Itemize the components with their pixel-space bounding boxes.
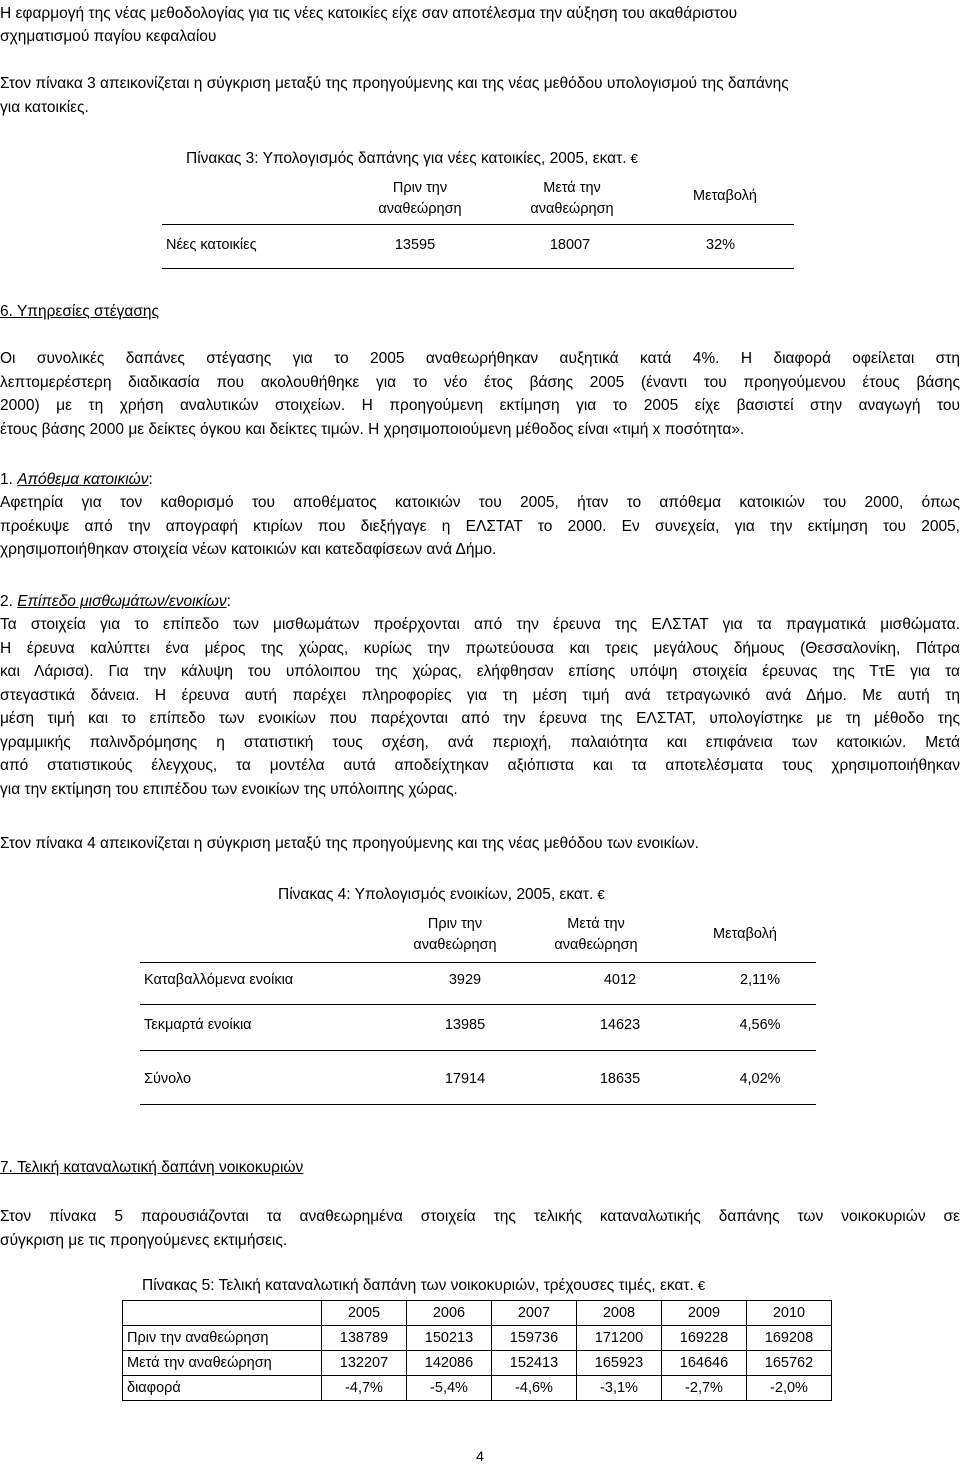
text-line: Αφετηρία για τον καθορισμό του αποθέματος κατοικιών του 2005, ήταν το απόθεμα κατοικιών του 2000, όπως [0, 494, 960, 511]
table5-year: 2010 [747, 1301, 832, 1326]
item2-colon: : [226, 593, 231, 610]
table5-cell: 164646 [662, 1351, 747, 1376]
table5-cell: 152413 [492, 1351, 577, 1376]
table4-cell: 4,56% [739, 1017, 781, 1033]
table4-caption-text: Πίνακας 4: Υπολογισμός ενοικίων, 2005, εκατ. [278, 886, 594, 903]
table3-rule-top [162, 224, 794, 225]
table5-cell: 142086 [407, 1351, 492, 1376]
intro-line-3: Στον πίνακα 3 απεικονίζεται η σύγκριση μεταξύ της προηγούμενης και της νέας μεθόδου υπολογισμού της δαπάνης [0, 75, 789, 92]
table5-caption [142, 1277, 705, 1295]
euro-sign: € [697, 1278, 706, 1293]
table4-caption [278, 886, 605, 904]
item1-heading [0, 468, 960, 491]
euro-sign: € [630, 151, 638, 166]
text-line: και Λάρισα). Για την κάλυψη του υπόλοιπου της χώρας, ελήφθησαν επίσης υπόψη στοιχεία έρευνας της ΤτΕ για τα [0, 663, 960, 680]
table5-year: 2008 [577, 1301, 662, 1326]
table5-row [123, 1326, 832, 1351]
section7-heading: 7. Τελική καταναλωτική δαπάνη νοικοκυριών [0, 1159, 304, 1176]
table3-caption-text: Πίνακας 3: Υπολογισμός δαπάνης για νέες κατοικίες, 2005, εκατ. [186, 150, 627, 167]
section6-paragraph-3 [0, 613, 960, 801]
table5-cell: -4,6% [492, 1376, 577, 1401]
table4-rule-header [140, 962, 816, 963]
table5-row-label: Πριν την αναθεώρηση [123, 1326, 322, 1351]
table5-cell: -2,7% [662, 1376, 747, 1401]
table5-cell: 165923 [577, 1351, 662, 1376]
table4-col-after [536, 914, 656, 956]
text-line: για την εκτίμηση του επιπέδου των ενοικίων της υπόλοιπης χώρας. [0, 780, 458, 798]
table4-cell: 4012 [603, 972, 637, 988]
table5-year: 2006 [407, 1301, 492, 1326]
table5-cell: 165762 [747, 1351, 832, 1376]
table4-cell: 13985 [444, 1017, 486, 1033]
table3-rule-bottom [162, 268, 794, 269]
table4-cell: 14623 [599, 1017, 641, 1033]
table5-cell: -2,0% [747, 1376, 832, 1401]
table4-rule-bottom [140, 1104, 816, 1105]
table5-row-label: Μετά την αναθεώρηση [123, 1351, 322, 1376]
table4-cell: 17914 [444, 1071, 486, 1087]
table4-col-before-line2: αναθεώρηση [413, 937, 497, 953]
text-line: γραμμικής παλινδρόμησης η στατιστική τους σχέση, ανά περιοχή, παλαιότητα και επιφάνεια των κατοικιών. Μετά [0, 733, 960, 751]
table3-col-change: Μεταβολή [693, 188, 757, 204]
table5-cell: 132207 [322, 1351, 407, 1376]
text-line: μέση τιμή και το επίπεδο των ενοικίων που παρέχονται από την έρευνα της ΕΛΣΤΑΤ, υπολογίστηκε με τη μέθοδο της [0, 710, 960, 727]
table4-col-after-line1: Μετά την [567, 916, 625, 932]
item2-title: Επίπεδο μισθωμάτων/ενοικίων [17, 593, 227, 610]
item2-number: 2. [0, 593, 18, 610]
item1-colon: : [148, 471, 153, 488]
table5-header-row [123, 1301, 832, 1326]
text-line: χρησιμοποιήθηκαν στοιχεία νέων κατοικιών και κατεδαφίσεων ανά Δήμο. [0, 541, 497, 558]
table4-row-label: Τεκμαρτά ενοίκια [144, 1017, 252, 1033]
table5-cell: -5,4% [407, 1376, 492, 1401]
table4-rule [140, 1050, 816, 1051]
intro-line-2: σχηματισμού παγίου κεφαλαίου [0, 28, 217, 45]
table5-year: 2005 [322, 1301, 407, 1326]
intro-line-4: για κατοικίες. [0, 99, 89, 116]
table5-cell: 169208 [747, 1326, 832, 1351]
text-line: Η έρευνα καλύπτει ένα μέρος της χώρας, κυρίως την πρωτεύουσα και τρεις μεγάλους δήμους (Θεσσαλονίκη, Πάτρα [0, 639, 960, 657]
section7-paragraph-1 [0, 1205, 960, 1252]
table3-col-after-line1: Μετά την [543, 180, 601, 196]
section6-paragraph-1 [0, 347, 960, 441]
table4-rule [140, 1004, 816, 1005]
text-line: λεπτομερέστερη διαδικασία που ακολουθήθηκε για το νέο έτος βάσης 2005 (έναντι του προηγούμενου έτους βάσης [0, 373, 960, 391]
text-line: από στατιστικούς έλεγχους, τα μοντέλα αυτά αποδείχτηκαν αξιόπιστα και τα αποτελέσματα τους χρησιμοποιήθηκαν [0, 757, 960, 774]
table3-after-value: 18007 [549, 237, 591, 253]
table5-cell: -4,7% [322, 1376, 407, 1401]
table3-col-before [360, 178, 480, 220]
text-line: 2000) με τη χρήση αναλυτικών στοιχείων. Η προηγούμενη εκτίμηση για το 2005 είχε βασιστεί στην αναγωγή του [0, 397, 960, 414]
table5-cell: 171200 [577, 1326, 662, 1351]
table5 [122, 1300, 832, 1401]
table3-before-value: 13595 [394, 237, 436, 253]
table5-cell: 138789 [322, 1326, 407, 1351]
table3-caption [186, 150, 638, 168]
table5-row-label: διαφορά [123, 1376, 322, 1401]
table3-row-label: Νέες κατοικίες [166, 237, 257, 253]
section6-paragraph-4: Στον πίνακα 4 απεικονίζεται η σύγκριση μεταξύ της προηγούμενης και της νέας μεθόδου των ενοικίων. [0, 835, 699, 852]
table4-row-label: Καταβαλλόμενα ενοίκια [144, 972, 294, 988]
table5-cell: -3,1% [577, 1376, 662, 1401]
table4-col-change: Μεταβολή [713, 926, 777, 942]
table3-change-value: 32% [706, 237, 736, 253]
table5-caption-text: Πίνακας 5: Τελική καταναλωτική δαπάνη των νοικοκυριών, τρέχουσες τιμές, εκατ. [142, 1277, 694, 1294]
table5-cell: 150213 [407, 1326, 492, 1351]
section6-paragraph-2 [0, 491, 960, 562]
section6-heading: 6. Υπηρεσίες στέγασης [0, 303, 159, 320]
text-line: έτους βάσης 2000 με δείκτες όγκου και δείκτες τιμών. Η χρησιμοποιούμενη μέθοδος είναι «τιμή x ποσότητα». [0, 420, 745, 438]
table4-col-before [395, 914, 515, 956]
table5-cell: 169228 [662, 1326, 747, 1351]
text-line: Τα στοιχεία για το επίπεδο των μισθωμάτων προέρχονται από την έρευνα της ΕΛΣΤΑΤ για τα πραγματικά μισθώματα. [0, 616, 960, 633]
table4-row-label: Σύνολο [144, 1071, 192, 1087]
table4-cell: 3929 [448, 972, 482, 988]
text-line: σύγκριση με τις προηγούμενες εκτιμήσεις. [0, 1231, 288, 1249]
table5-row [123, 1351, 832, 1376]
table4-cell: 4,02% [739, 1071, 781, 1087]
page-number: 4 [476, 1448, 484, 1464]
table3-col-after-line2: αναθεώρηση [530, 201, 614, 217]
table4-cell: 18635 [599, 1071, 641, 1087]
item1-number: 1. [0, 471, 18, 488]
table5-row [123, 1376, 832, 1401]
item2-heading [0, 590, 960, 613]
table3-col-before-line2: αναθεώρηση [378, 201, 462, 217]
item1-title: Απόθεμα κατοικιών [17, 471, 149, 488]
table5-year: 2007 [492, 1301, 577, 1326]
intro-line-1: Η εφαρμογή της νέας μεθοδολογίας για τις νέες κατοικίες είχε σαν αποτέλεσμα την αύξηση του ακαθάριστου [0, 5, 738, 22]
table5-corner-cell [123, 1301, 322, 1326]
text-line: Στον πίνακα 5 παρουσιάζονται τα αναθεωρημένα στοιχεία της τελικής καταναλωτικής δαπάνης των νοικοκυριών σε [0, 1208, 960, 1225]
table3-col-after [512, 178, 632, 220]
table5-year: 2009 [662, 1301, 747, 1326]
table4-col-before-line1: Πριν την [427, 916, 483, 932]
table4-cell: 2,11% [739, 972, 781, 988]
table5-cell: 159736 [492, 1326, 577, 1351]
euro-sign: € [597, 887, 605, 902]
table4-col-after-line2: αναθεώρηση [554, 937, 638, 953]
table3-col-before-line1: Πριν την [392, 180, 448, 196]
text-line: στεγαστικά δάνεια. Η έρευνα αυτή παρέχει πληροφορίες για τη μέση τιμή ανά τετραγωνικό ανά Δήμο. Με αυτή τη [0, 686, 960, 704]
text-line: προέκυψε από την απογραφή κτιρίων που διεξήγαγε η ΕΛΣΤΑΤ το 2000. Εν συνεχεία, για την εκτίμηση του 2005, [0, 517, 960, 535]
text-line: Οι συνολικές δαπάνες στέγασης για το 2005 αναθεωρήθηκαν αυξητικά κατά 4%. Η διαφορά οφείλεται στη [0, 350, 960, 367]
